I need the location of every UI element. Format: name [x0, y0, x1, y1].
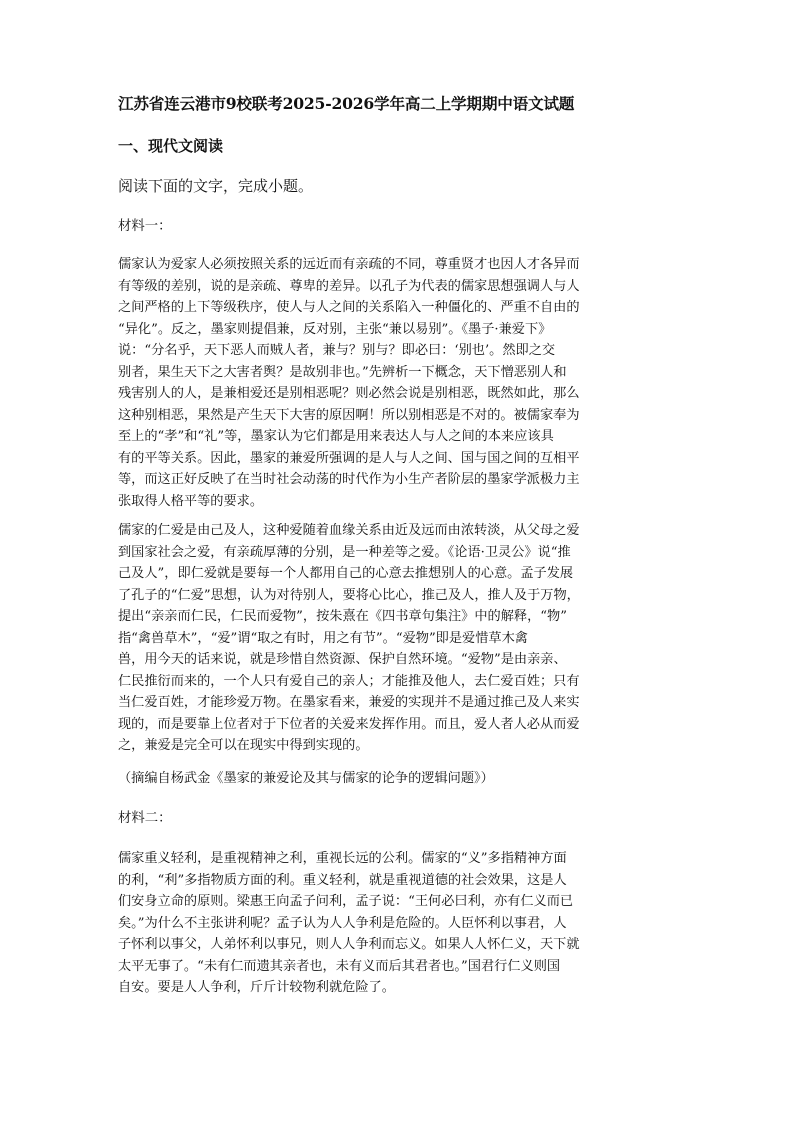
text-line: 矣。”为什么不主张讲利呢？孟子认为人人争利是危险的。人臣怀利以事君，人: [118, 915, 567, 931]
text-line: 的利，“利”多指物质方面的利。重义轻利，就是重视道德的社会效果，这是人: [118, 872, 567, 888]
text-line: 太平无事了。“未有仁而遗其亲者也，未有义而后其君者也。”国君行仁义则国: [118, 958, 561, 974]
text-line: “异化”。反之，墨家则提倡兼，反对别，主张“兼以易别”。《墨子·兼爱下》: [118, 321, 552, 337]
reading-instruction: 阅读下面的文字，完成小题。: [118, 177, 314, 195]
material-two-label: 材料二：: [118, 811, 172, 826]
text-line: 张取得人格平等的要求。: [118, 493, 264, 509]
text-line: 子怀利以事父，人弟怀利以事兄，则人人争利而忘义。如果人人怀仁义，天下就: [118, 937, 580, 952]
text-line: 当仁爱百姓，才能珍爱万物。在墨家看来，兼爱的实现并不是通过推己及人来实: [118, 695, 580, 710]
text-line: 们安身立命的原则。梁惠王向孟子问利，孟子说：“王何必曰利，亦有仁义而已: [118, 894, 574, 909]
text-line: 残害别人的人，是兼相爱还是别相恶呢？则必然会说是别相恶，既然如此，那么: [118, 386, 580, 401]
text-line: 至上的“孝”和“礼”等，墨家认为它们都是用来表达人与人之间的本来应该具: [118, 429, 554, 444]
material-one-label: 材料一：: [118, 219, 172, 234]
text-line: 仁民推衍而来的，一个人只有爱自己的亲人；才能推及他人，去仁爱百姓；只有: [118, 673, 580, 689]
text-line: 别者，果生天下之大害者舆？是故别非也。”先辨析一下概念，天下憎恶别人和: [118, 364, 567, 380]
text-line: 了孔子的“仁爱”思想，认为对待别人，要将心比心，推己及人，推人及于万物，: [118, 587, 580, 603]
text-line: 有的平等关系。因此，墨家的兼爱所强调的是人与人之间、国与国之间的互相平: [118, 450, 580, 466]
text-line: 有等级的差别，说的是亲疏、尊卑的差异。以孔子为代表的儒家思想强调人与人: [118, 278, 580, 294]
document-title: 江苏省连云港市9校联考2025-2026学年高二上学期期中语文试题: [118, 94, 575, 113]
source-citation: （摘编自杨武金《墨家的兼爱论及其与儒家的论争的逻辑问题》）: [118, 771, 494, 786]
text-line: 兽，用今天的话来说，就是珍惜自然资源、保护自然环境。“爱物”是由亲亲、: [118, 652, 567, 667]
text-line: 这种别相恶，果然是产生天下大害的原因啊！所以别相恶是不对的。被儒家奉为: [118, 407, 580, 423]
material-two-paragraph-one: [118, 848, 676, 999]
text-line: 等，而这正好反映了在当时社会动荡的时代作为小生产者阶层的墨家学派极力主: [118, 472, 580, 487]
text-line: 儒家的仁爱是由己及人，这种爱随着血缘关系由近及远而由浓转淡，从父母之爱: [118, 523, 580, 538]
text-line: 自安。要是人人争利，斤斤计较物利就危险了。: [118, 980, 395, 995]
text-line: 己及人”，即仁爱就是要每一个人都用自己的心意去推想别人的心意。孟子发展: [118, 566, 574, 581]
text-line: 之，兼爱是完全可以在现实中得到实现的。: [118, 738, 369, 753]
text-line: 指“禽兽草木”，“爱”谓“取之有时，用之有节”。“爱物”即是爱惜草木禽: [118, 630, 528, 646]
text-line: 儒家认为爱家人必须按照关系的远近而有亲疏的不同，尊重贤才也因人才各异而: [118, 257, 580, 272]
section-heading: 一、现代文阅读: [118, 137, 224, 155]
material-one-paragraph-two: [118, 520, 676, 757]
text-line: 说：“分名乎，天下恶人而贼人者，兼与？别与？即必曰：‘别也’。然即之交: [118, 343, 556, 358]
material-one-paragraph-one: [118, 254, 676, 512]
text-line: 到国家社会之爱，有亲疏厚薄的分别，是一种差等之爱。《论语·卫灵公》说“推: [118, 544, 571, 560]
text-line: 儒家重义轻利，是重视精神之利，重视长远的公利。儒家的“义”多指精神方面: [118, 851, 567, 866]
text-line: 之间严格的上下等级秩序，使人与人之间的关系陷入一种僵化的、严重不自由的: [118, 300, 580, 315]
text-line: 现的，而是要靠上位者对于下位者的关爱来发挥作用。而且，爱人者人必从而爱: [118, 716, 580, 732]
text-line: 提出“亲亲而仁民，仁民而爱物”，按朱熹在《四书章句集注》中的解释，“物”: [118, 609, 567, 624]
document-page: [118, 0, 676, 1123]
